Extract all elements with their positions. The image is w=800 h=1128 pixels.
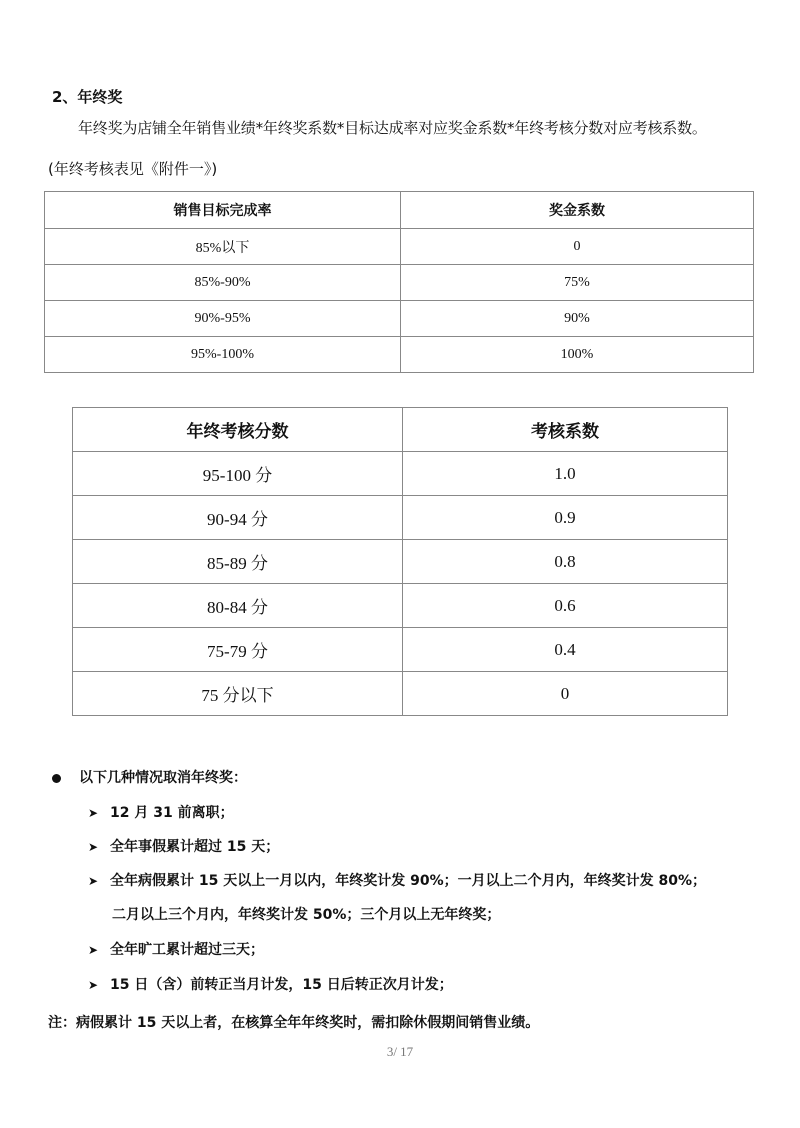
page-number: 3/ 17 xyxy=(386,1044,414,1059)
table-header-row xyxy=(45,192,754,229)
cancellation-title-text: 以下几种情况取消年终奖： xyxy=(79,770,247,786)
list-item xyxy=(88,870,706,890)
section-heading: 2、年终奖 xyxy=(52,88,123,106)
table-cell: 0 xyxy=(403,672,728,716)
list-item-text: 全年事假累计超过 15 天； xyxy=(110,839,280,855)
assessment-coefficient-table xyxy=(72,407,728,716)
arrow-bullet-icon: ➤ xyxy=(88,840,99,854)
table-cell: 90-94 分 xyxy=(73,496,403,540)
list-item-text: 全年旷工累计超过三天； xyxy=(110,942,264,958)
table-cell: 0 xyxy=(401,229,754,265)
list-item xyxy=(88,939,264,959)
list-item-text: 12 月 31 前离职； xyxy=(110,805,234,821)
arrow-bullet-icon: ➤ xyxy=(88,806,99,820)
table-cell: 90%-95% xyxy=(45,301,401,337)
table-cell: 75 分以下 xyxy=(73,672,403,716)
table-cell: 75-79 分 xyxy=(73,628,403,672)
table-cell: 0.8 xyxy=(403,540,728,584)
table-cell: 80-84 分 xyxy=(73,584,403,628)
list-item xyxy=(88,836,279,856)
table-cell: 85-89 分 xyxy=(73,540,403,584)
header-cell: 考核系数 xyxy=(403,408,728,452)
table-row xyxy=(73,452,728,496)
list-item-continuation: 二月以上三个月内，年终奖计发 50%；三个月以上无年终奖； xyxy=(112,907,501,923)
table-cell: 1.0 xyxy=(403,452,728,496)
list-item xyxy=(88,802,234,822)
table-cell: 0.4 xyxy=(403,628,728,672)
reference-note: (年终考核表见《附件一》) xyxy=(48,160,218,178)
table-header-row xyxy=(73,408,728,452)
table-row xyxy=(73,540,728,584)
header-cell: 奖金系数 xyxy=(401,192,754,229)
table-cell: 0.9 xyxy=(403,496,728,540)
table-cell: 75% xyxy=(401,265,754,301)
table-cell: 85%-90% xyxy=(45,265,401,301)
arrow-bullet-icon: ➤ xyxy=(88,978,99,992)
bonus-coefficient-table xyxy=(44,191,754,373)
bullet-icon xyxy=(52,774,61,783)
table-row xyxy=(45,337,754,373)
table-row xyxy=(73,628,728,672)
list-item-text: 全年病假累计 15 天以上一月以内，年终奖计发 90%；一月以上二个月内，年终奖计发 80%； xyxy=(110,873,706,889)
table-row xyxy=(73,496,728,540)
table-cell: 0.6 xyxy=(403,584,728,628)
arrow-bullet-icon: ➤ xyxy=(88,943,99,957)
header-cell: 年终考核分数 xyxy=(73,408,403,452)
table-cell: 95-100 分 xyxy=(73,452,403,496)
list-item-text: 15 日（含）前转正当月计发，15 日后转正次月计发； xyxy=(110,977,453,993)
table-cell: 90% xyxy=(401,301,754,337)
table-row xyxy=(45,301,754,337)
table-cell: 100% xyxy=(401,337,754,373)
table-cell: 85%以下 xyxy=(45,229,401,265)
table-row xyxy=(45,229,754,265)
list-item xyxy=(88,974,453,994)
arrow-bullet-icon: ➤ xyxy=(88,874,99,888)
formula-paragraph: 年终奖为店铺全年销售业绩*年终奖系数*目标达成率对应奖金系数*年终考核分数对应考核系数。 xyxy=(78,119,707,137)
header-cell: 销售目标完成率 xyxy=(45,192,401,229)
table-row xyxy=(73,584,728,628)
footnote: 注：病假累计 15 天以上者，在核算全年年终奖时，需扣除休假期间销售业绩。 xyxy=(48,1015,540,1031)
table-row xyxy=(73,672,728,716)
table-row xyxy=(45,265,754,301)
cancellation-title xyxy=(52,767,247,787)
table-cell: 95%-100% xyxy=(45,337,401,373)
